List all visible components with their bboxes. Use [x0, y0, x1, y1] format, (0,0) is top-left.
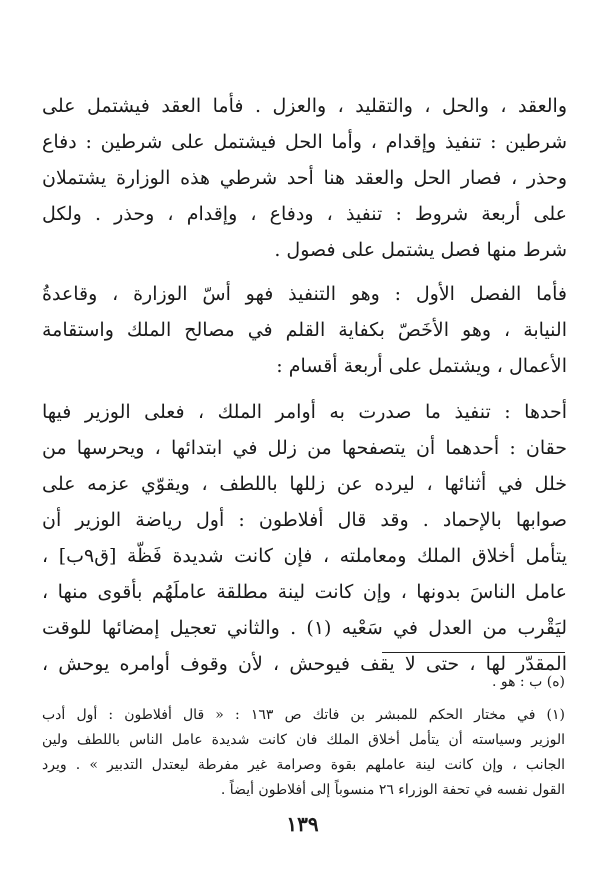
- footnote-variant-a: (ه) ب : هو .: [491, 674, 565, 690]
- body-line-4: على أربعة شروط : تنفيذ ، ودفاع ، وإقدام ، وحذر . ولكل: [42, 203, 567, 225]
- body-line-16: المقدّر لها ، حتى لا يقف فيوحش ، لأن وقوف أوامره يوحش ،: [42, 653, 567, 675]
- body-line-12: صوابها بالإحماد . وقد قال أفلاطون : أول رياضة الوزير أن: [42, 509, 567, 531]
- body-line-3: وحذر ، فصار الحل والعقد هنا أحد شرطي هذه الوزارة يشتملان: [42, 167, 567, 189]
- footnote-divider: [382, 652, 565, 653]
- footnote-1-line-4: القول نفسه في تحفة الوزراء ٢٦ منسوباً إلى أفلاطون أيضاً .: [220, 782, 565, 798]
- body-line-10: حقان : أحدهما أن يتصفحها من زلل في ابتدائها ، ويحرسها من: [42, 437, 567, 459]
- page-number: ١٣٩: [286, 812, 319, 836]
- body-line-15: ليَقْرب من العدل في سَعْيه (١) . والثاني تعجيل إمضائها للوقت: [42, 617, 567, 639]
- body-line-5: شرط منها فصل يشتمل على فصول .: [274, 239, 567, 261]
- body-line-11: خلل في أثنائها ، ليرده عن زللها باللطف ، ويقوّي عزمه على: [42, 473, 567, 495]
- body-line-13: يتأمل أخلاق الملك ومعاملته ، فإن كانت شديدة فَظّة [ق٩ب] ،: [42, 545, 567, 567]
- body-line-2: شرطين : تنفيذ وإقدام ، وأما الحل فيشتمل على شرطين : دفاع: [42, 131, 567, 153]
- main-text-body: [42, 88, 567, 682]
- body-line-7: النيابة ، وهو الأخَصّ بكفاية القلم في مصالح الملك واستقامة: [42, 319, 567, 341]
- body-line-1: والعقد ، والحل ، والتقليد ، والعزل . فأما العقد فيشتمل على: [42, 95, 567, 117]
- body-line-8: الأعمال ، ويشتمل على أربعة أقسام :: [276, 355, 567, 377]
- footnotes: [42, 670, 565, 803]
- footnote-gap: [42, 695, 565, 703]
- footnote-1-line-2: الوزير وسياسته أن يتأمل أخلاق الملك فان كانت شديدة عامل الناس باللطف ولين: [42, 732, 565, 748]
- body-line-9: أحدها : تنفيذ ما صدرت به أوامر الملك ، فعلى الوزير فيها: [42, 401, 567, 423]
- body-line-14: عامل الناسَ بدونها ، وإن كانت لينة مطلقة عاملَهُم بأقوى منها ،: [42, 581, 567, 603]
- footnote-1-line-3: الجانب ، وإن كانت لينة عاملهم بقوة وصرامة غير مفرطة ليعتدل التدبير » . ويرد: [42, 757, 565, 773]
- body-line-6: فأما الفصل الأول : وهو التنفيذ فهو أسّ الوزارة ، وقاعدةُ: [42, 283, 567, 305]
- footnote-1-line-1: (١) في مختار الحكم للمبشر بن فاتك ص ١٦٣ : « قال أفلاطون : أول أدب: [42, 707, 565, 723]
- paragraph-gap: [42, 384, 567, 394]
- paragraph-gap: [42, 268, 567, 276]
